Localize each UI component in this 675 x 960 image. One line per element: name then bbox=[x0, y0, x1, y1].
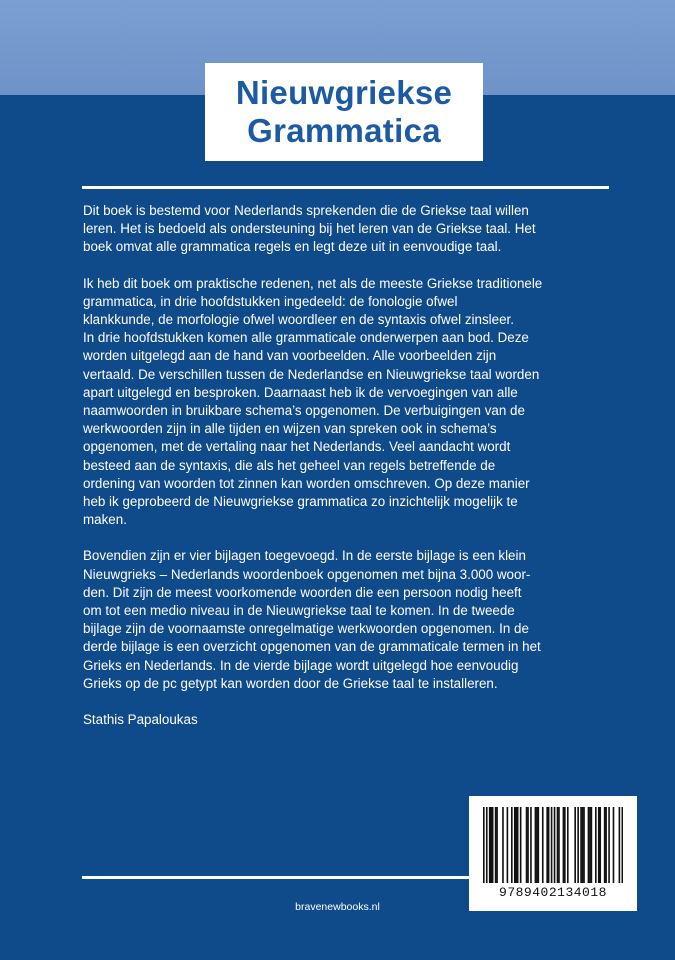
title-box bbox=[205, 63, 483, 161]
barcode-bar bbox=[608, 807, 610, 883]
text-line: Grieks en Nederlands. In de vierde bijlage wordt uitgelegd hoe eenvoudig bbox=[83, 657, 519, 673]
blurb-text bbox=[83, 202, 618, 747]
author-signature bbox=[83, 711, 618, 729]
barcode-bar bbox=[605, 807, 607, 883]
barcode-bar bbox=[527, 807, 529, 883]
barcode-bar bbox=[536, 807, 538, 883]
top-divider bbox=[82, 186, 609, 189]
barcode-bar bbox=[520, 807, 522, 883]
barcode bbox=[469, 796, 637, 911]
text-line: klankkunde, de morfologie ofwel woordleer en de syntaxis ofwel zinsleer. bbox=[83, 312, 514, 328]
barcode-bar bbox=[496, 807, 498, 883]
text-line: leren. Het is bedoeld als ondersteuning bij het leren van de Griekse taal. Het bbox=[83, 221, 536, 237]
title-line-1: Nieuwgriekse bbox=[235, 74, 453, 111]
barcode-bar bbox=[598, 807, 600, 883]
barcode-bar bbox=[511, 807, 513, 883]
paragraph-intro bbox=[83, 202, 618, 257]
barcode-bar bbox=[517, 807, 519, 883]
text-line: In drie hoofdstukken komen alle grammaticale onderwerpen aan bod. Deze bbox=[83, 330, 529, 346]
barcode-bar bbox=[558, 807, 560, 883]
barcode-bar bbox=[546, 807, 548, 883]
text-line: worden uitgelegd aan de hand van voorbeelden. Alle voorbeelden zijn bbox=[83, 348, 497, 364]
text-line: Grieks op de pc getypt kan worden door de Griekse taal te installeren. bbox=[83, 675, 498, 691]
text-line: om tot een medio niveau in de Nieuwgriekse taal te komen. In de tweede bbox=[83, 603, 515, 619]
barcode-bar bbox=[490, 807, 492, 883]
barcode-bar bbox=[577, 807, 579, 883]
barcode-bar bbox=[542, 807, 544, 883]
barcode-bar bbox=[619, 807, 621, 883]
text-line: Dit boek is bestemd voor Nederlands sprekenden die de Griekse taal willen bbox=[83, 203, 529, 218]
text-line: vertaald. De verschillen tussen de Nederlandse en Nieuwgriekse taal worden bbox=[83, 366, 540, 382]
isbn-number: 9789402134018 bbox=[499, 885, 607, 900]
barcode-bar bbox=[483, 807, 485, 883]
barcode-bar bbox=[580, 807, 582, 883]
text-line: apart uitgelegd en besproken. Daarnaast heb ik de vervoegingen van alle bbox=[83, 384, 518, 400]
barcode-bar bbox=[588, 807, 590, 883]
barcode-bar bbox=[514, 807, 516, 883]
text-line: Bovendien zijn er vier bijlagen toegevoegd. In de eerste bijlage is een klein bbox=[83, 548, 526, 564]
text-line: boek omvat alle grammatica regels en legt deze uit in eenvoudige taal. bbox=[83, 239, 502, 255]
text-line: besteed aan de syntaxis, die als het geheel van regels betreffende de bbox=[83, 457, 496, 473]
title-line-2: Grammatica bbox=[247, 112, 441, 149]
barcode-bar bbox=[492, 807, 494, 883]
text-line: Ik heb dit boek om praktische redenen, net als de meeste Griekse traditionele bbox=[83, 275, 543, 291]
barcode-bar bbox=[582, 807, 584, 883]
text-line: derde bijlage is een overzicht opgenomen van de grammaticale termen in het bbox=[83, 639, 541, 655]
barcode-bar bbox=[489, 807, 491, 883]
barcode-bars bbox=[483, 807, 623, 883]
barcode-bar bbox=[589, 807, 591, 883]
barcode-bar bbox=[591, 807, 593, 883]
text-line: bijlage zijn de voornaamste onregelmatige werkwoorden opgenomen. In de bbox=[83, 621, 529, 637]
barcode-bar bbox=[515, 807, 517, 883]
text-line: heb ik geprobeerd de Nieuwgriekse grammatica zo inzichtelijk mogelijk te bbox=[83, 494, 518, 510]
paragraph-structure bbox=[83, 275, 618, 530]
barcode-bar bbox=[567, 807, 569, 883]
barcode-bar bbox=[486, 807, 488, 883]
text-line: opgenomen, met de vertaling naar het Nederlands. Veel aandacht wordt bbox=[83, 439, 511, 455]
barcode-bar bbox=[574, 807, 576, 883]
text-line: ordening van woorden tot zinnen kan worden omschreven. Op deze manier bbox=[83, 475, 530, 491]
barcode-bar bbox=[538, 807, 540, 883]
author-name: Stathis Papaloukas bbox=[83, 712, 198, 728]
text-line: naamwoorden in bruikbare schema’s opgenomen. De verbuigingen van de bbox=[83, 403, 525, 419]
barcode-bar bbox=[613, 807, 615, 883]
barcode-bar bbox=[548, 807, 550, 883]
barcode-bar bbox=[495, 807, 497, 883]
barcode-bar bbox=[535, 807, 537, 883]
text-line: werkwoorden zijn in alle tijden en wijzen van spreken ook in schema’s bbox=[83, 421, 497, 437]
barcode-bar bbox=[554, 807, 556, 883]
barcode-bar bbox=[595, 807, 597, 883]
barcode-bar bbox=[526, 807, 528, 883]
barcode-bar bbox=[502, 807, 504, 883]
barcode-bar bbox=[564, 807, 566, 883]
text-line: Nieuwgrieks – Nederlands woordenboek opgenomen met bijna 3.000 woor- bbox=[83, 566, 531, 582]
barcode-bar bbox=[599, 807, 601, 883]
barcode-bar bbox=[583, 807, 585, 883]
publisher-website: bravenewbooks.nl bbox=[295, 901, 380, 913]
text-line: maken. bbox=[83, 512, 127, 528]
text-line: den. Dit zijn de meest voorkomende woorden die een persoon nodig heeft bbox=[83, 584, 522, 600]
text-line: grammatica, in drie hoofdstukken ingedeeld: de fonologie ofwel bbox=[83, 293, 458, 309]
paragraph-appendices bbox=[83, 547, 618, 693]
barcode-bar bbox=[563, 807, 565, 883]
barcode-bar bbox=[507, 807, 509, 883]
barcode-bar bbox=[551, 807, 553, 883]
barcode-bar bbox=[622, 807, 623, 883]
barcode-bar bbox=[604, 807, 606, 883]
barcode-bar bbox=[530, 807, 532, 883]
barcode-bar bbox=[557, 807, 559, 883]
bottom-divider bbox=[82, 876, 472, 879]
